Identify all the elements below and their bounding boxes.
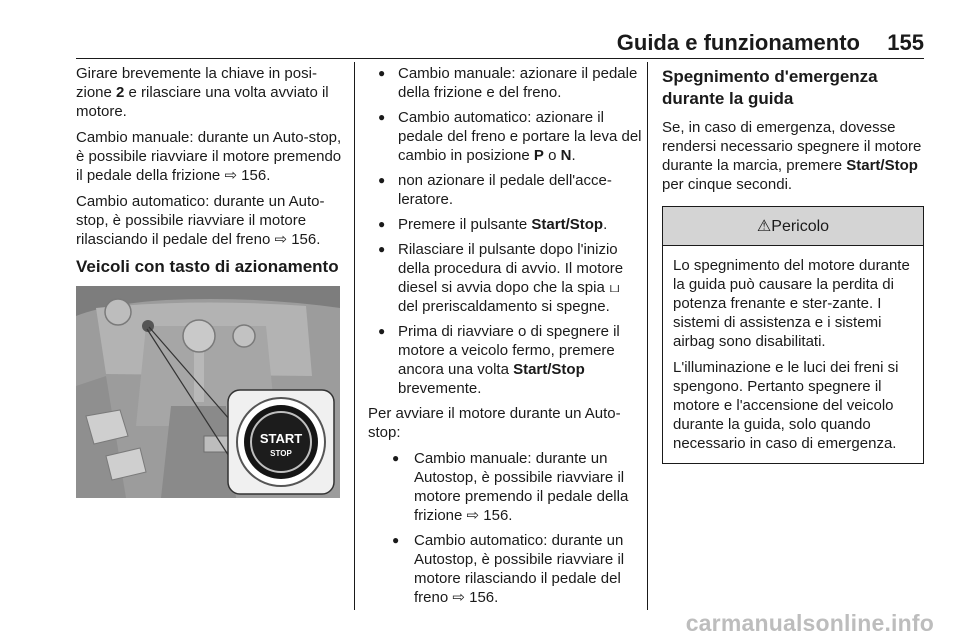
start-procedure-list (368, 64, 642, 398)
column-3 (662, 64, 924, 464)
running-header-title: Guida e funzionamento (616, 30, 860, 55)
list-item: ● Prima di riavviare o di spegnere il motore a veicolo fermo, premere ancora una volta Start/Stop brevemente. (368, 322, 642, 398)
page-reference: ⇨ 156. (274, 231, 321, 248)
list-item: ● Premere il pulsante Start/Stop. (368, 215, 642, 234)
start-stop-button-illustration (76, 286, 340, 498)
list-item: ● non azionare il pedale dell'acce-leratore. (368, 171, 642, 209)
page-reference: ⇨ 156. (452, 589, 499, 606)
paragraph-emergency-stop: Se, in caso di emergenza, dovesse rendersi necessario spegnere il motore durante la marcia, premere Start/Stop per cinque secondi. (662, 119, 922, 193)
paragraph-autostop-intro: Per avviare il motore durante un Auto-stop: (368, 405, 621, 441)
warning-body (663, 246, 923, 463)
column-divider-left (354, 62, 355, 610)
warning-title: Pericolo (771, 218, 830, 235)
warning-paragraph: Lo spegnimento del motore durante la guida può causare la perdita di potenza frenante e ster-zante. I sistemi di assistenza e i sistemi airbag sono disabilitati. (673, 257, 910, 350)
list-item: ● Cambio manuale: durante un Autostop, è possibile riavviare il motore premendo il pedale della frizione ⇨ 156. (368, 449, 642, 525)
column-divider-right (647, 62, 648, 610)
section-heading-emergency-stop: Spegnimento d'emergenza durante la guida (662, 67, 878, 108)
autostop-list (368, 449, 642, 607)
list-item: ● Cambio automatico: azionare il pedale del freno e portare la leva del cambio in posizione P o N. (368, 108, 642, 165)
paragraph-automatic-autostop: Cambio automatico: durante un Auto-stop, è possibile riavviare il motore rilasciando il pedale del freno ⇨ 156. (76, 193, 325, 248)
stop-label: STOP (270, 449, 292, 458)
section-heading-start-button: Veicoli con tasto di azionamento (76, 257, 339, 276)
paragraph-key-start: Girare brevemente la chiave in posi-zione 2 e rilasciare una volta avviato il motore. (76, 65, 329, 120)
list-item: ● Cambio manuale: azionare il pedale della frizione e del freno. (368, 64, 642, 102)
watermark: carmanualsonline.info (685, 610, 934, 636)
header-rule (76, 58, 924, 59)
list-item: ● Cambio automatico: durante un Autostop, è possibile riavviare il motore rilasciando il pedale del freno ⇨ 156. (368, 531, 642, 607)
page-reference: ⇨ 156. (224, 167, 271, 184)
warning-header (663, 207, 923, 246)
start-label: START (259, 431, 303, 446)
paragraph-manual-autostop: Cambio manuale: durante un Auto-stop, è possibile riavviare il motore premendo il pedale della frizione ⇨ 156. (76, 129, 342, 184)
danger-warning-box (662, 206, 924, 464)
warning-paragraph: L'illuminazione e le luci dei freni si spengono. Pertanto spegnere il motore e l'accensione del veicolo durante la guida, solo quando necessario in caso di emergenza. (673, 359, 899, 452)
column-1 (76, 64, 346, 498)
page-reference: ⇨ 156. (466, 507, 513, 524)
warning-triangle-icon: ⚠ (756, 218, 772, 235)
page-number: 155 (887, 30, 924, 55)
list-item: ● Rilasciare il pulsante dopo l'inizio della procedura di avvio. Il motore diesel si avvia dopo che la spia ப del preriscaldamento si spegne. (368, 240, 642, 316)
glow-plug-icon: ப (608, 279, 621, 296)
column-2 (368, 64, 642, 613)
